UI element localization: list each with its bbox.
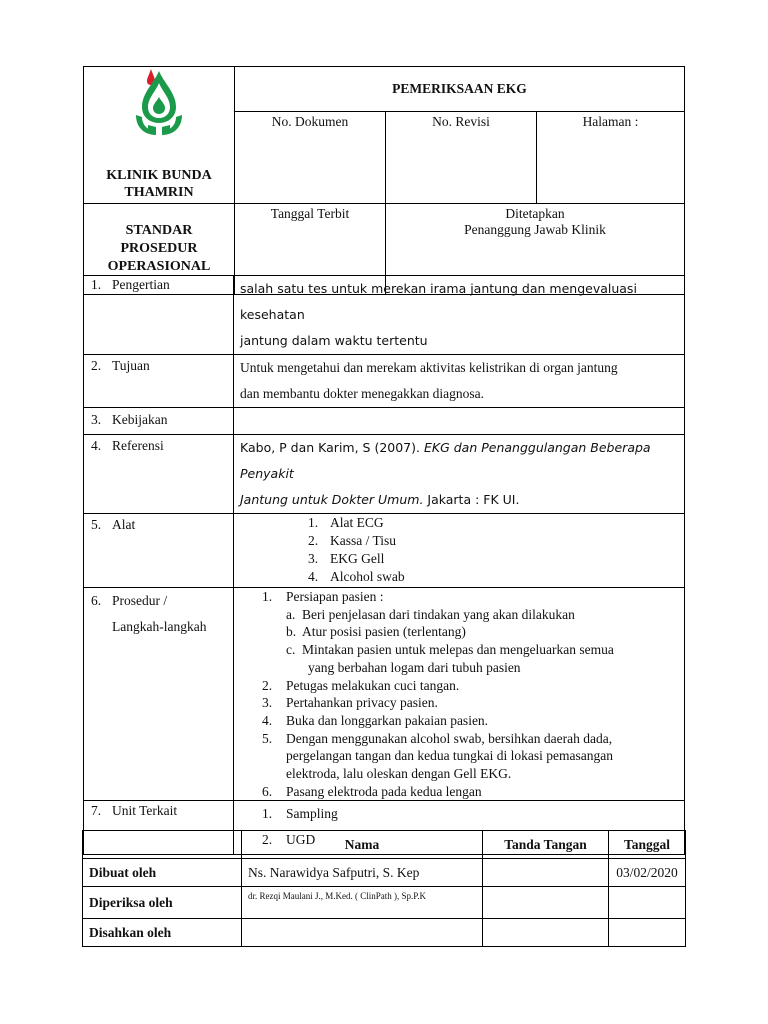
clinic-logo-icon	[84, 67, 234, 167]
section-key-alat	[84, 514, 234, 588]
column-header-tanda-tangan: Tanda Tangan	[483, 831, 609, 859]
list-item: 6. Pasang elektroda pada kedua lengan	[262, 783, 482, 799]
section-label: Tujuan	[112, 358, 150, 373]
clinic-logo-cell	[84, 67, 235, 204]
header-empty-cell	[83, 831, 242, 859]
list-item: c. Mintakan pasien untuk melepas dan mengeluarkan semua	[286, 642, 614, 658]
row-role: Dibuat oleh	[83, 859, 242, 887]
list-item-continuation: yang berbahan logam dari tubuh pasien	[308, 659, 521, 675]
penanggung-jawab-label: Penanggung Jawab Klinik	[464, 222, 606, 237]
section-label-line2: Langkah-langkah	[112, 619, 207, 634]
alat-list	[234, 514, 678, 586]
signature-cell	[483, 887, 609, 919]
row-name: Ns. Narawidya Safputri, S. Kep	[242, 859, 483, 887]
list-item: 1. Alat ECG	[308, 515, 384, 530]
halaman-label: Halaman :	[582, 114, 639, 130]
column-header-tanggal: Tanggal	[609, 831, 686, 859]
clinic-name-line1: KLINIK BUNDA	[106, 168, 212, 183]
list-item: 5. Dengan menggunakan alcohol swab, bersihkan daerah dada,	[262, 730, 613, 746]
section-number: 6.	[91, 593, 102, 608]
referensi-publisher: Jakarta : FK UI.	[423, 492, 520, 507]
sop-content-table	[83, 275, 685, 855]
pengertian-line2: jantung dalam waktu tertentu	[240, 333, 428, 348]
pengertian-line1: salah satu tes untuk merekan irama jantung dan mengevaluasi kesehatan	[240, 281, 637, 322]
section-label: Kebijakan	[112, 412, 168, 427]
section-number: 4.	[91, 438, 102, 453]
table-row	[84, 276, 685, 355]
section-value-pengertian	[234, 276, 685, 355]
section-value-prosedur	[234, 588, 685, 801]
row-role: Disahkan oleh	[83, 919, 242, 947]
document-title	[235, 67, 685, 112]
list-item: 3. Pertahankan privacy pasien.	[262, 695, 438, 711]
tanggal-terbit-label: Tanggal Terbit	[270, 206, 350, 221]
sop-line3: OPERASIONAL	[107, 259, 211, 274]
table-row	[84, 588, 685, 801]
list-item: 1. Persiapan pasien :	[262, 589, 384, 604]
table-row	[84, 435, 685, 514]
list-item: a. Beri penjelasan dari tindakan yang akan dilakukan	[286, 606, 575, 622]
row-date: 03/02/2020	[609, 859, 686, 887]
section-label: Referensi	[112, 438, 164, 453]
list-item-continuation: pergelangan tangan dan kedua tungkai di lokasi pemasangan	[286, 748, 614, 764]
list-item: b. Atur posisi pasien (terlentang)	[286, 624, 466, 640]
section-value-tujuan	[234, 355, 685, 408]
clinic-name	[84, 167, 234, 203]
list-item: 2. Kassa / Tisu	[308, 533, 397, 548]
section-label: Alat	[112, 517, 136, 532]
section-value-kebijakan	[234, 408, 685, 435]
section-number: 1.	[91, 277, 102, 292]
section-key-referensi	[84, 435, 234, 514]
list-item-continuation: elektroda, lalu oleskan dengan Gell EKG.	[286, 766, 512, 782]
sop-line2: PROSEDUR	[120, 241, 198, 256]
referensi-title-line1: EKG dan Penanggulangan Beberapa Penyakit	[240, 440, 651, 481]
no-dokumen-cell	[235, 112, 386, 204]
row-date	[609, 887, 686, 919]
row-name: dr. Rezqi Maulani J., M.Ked. ( ClinPath ), Sp.P.K	[242, 887, 483, 919]
list-item: 1. Sampling	[262, 806, 338, 822]
section-label: Unit Terkait	[112, 803, 178, 819]
section-value-referensi	[234, 435, 685, 514]
referensi-title-line2: Jantung untuk Dokter Umum.	[240, 492, 424, 507]
section-key-prosedur	[84, 588, 234, 801]
section-number: 2.	[91, 358, 102, 373]
table-header-row	[83, 831, 686, 859]
table-row	[83, 887, 686, 919]
signature-cell	[483, 919, 609, 947]
no-revisi-cell	[386, 112, 537, 204]
table-row	[83, 859, 686, 887]
section-key-tujuan	[84, 355, 234, 408]
referensi-author: Kabo, P dan Karim, S (2007).	[240, 440, 424, 455]
section-number: 3.	[91, 412, 102, 427]
row-date	[609, 919, 686, 947]
tujuan-line1: Untuk mengetahui dan merekam aktivitas kelistrikan di organ jantung	[240, 360, 618, 375]
document-header	[83, 66, 685, 295]
document-title-text: PEMERIKSAAN EKG	[392, 81, 527, 97]
row-role: Diperiksa oleh	[83, 887, 242, 919]
sop-line1: STANDAR	[125, 223, 193, 238]
table-row	[83, 919, 686, 947]
row-name	[242, 919, 483, 947]
section-key-kebijakan	[84, 408, 234, 435]
list-item: 2. Petugas melakukan cuci tangan.	[262, 677, 460, 693]
ditetapkan-label: Ditetapkan	[505, 206, 565, 221]
signature-cell	[483, 859, 609, 887]
list-item: 4. Alcohol swab	[308, 569, 405, 584]
list-item: 3. EKG Gell	[308, 551, 385, 566]
table-row	[84, 408, 685, 435]
section-number: 7.	[91, 803, 102, 819]
list-item: 2. UGD	[262, 832, 316, 848]
no-revisi-label: No. Revisi	[432, 114, 490, 130]
section-label: Pengertian	[112, 277, 170, 292]
tujuan-line2: dan membantu dokter menegakkan diagnosa.	[240, 386, 485, 401]
halaman-cell	[537, 112, 685, 204]
signature-table	[82, 830, 686, 947]
section-value-alat	[234, 514, 685, 588]
list-item: 4. Buka dan longgarkan pakaian pasien.	[262, 712, 489, 728]
table-row	[84, 514, 685, 588]
no-dokumen-label: No. Dokumen	[271, 114, 349, 130]
section-label: Prosedur /	[112, 593, 168, 608]
section-number: 5.	[91, 517, 102, 532]
section-key-pengertian	[84, 276, 234, 355]
prosedur-list	[234, 588, 678, 800]
clinic-name-line2: THAMRIN	[124, 185, 194, 200]
table-row	[84, 355, 685, 408]
column-header-nama: Nama	[242, 831, 483, 859]
